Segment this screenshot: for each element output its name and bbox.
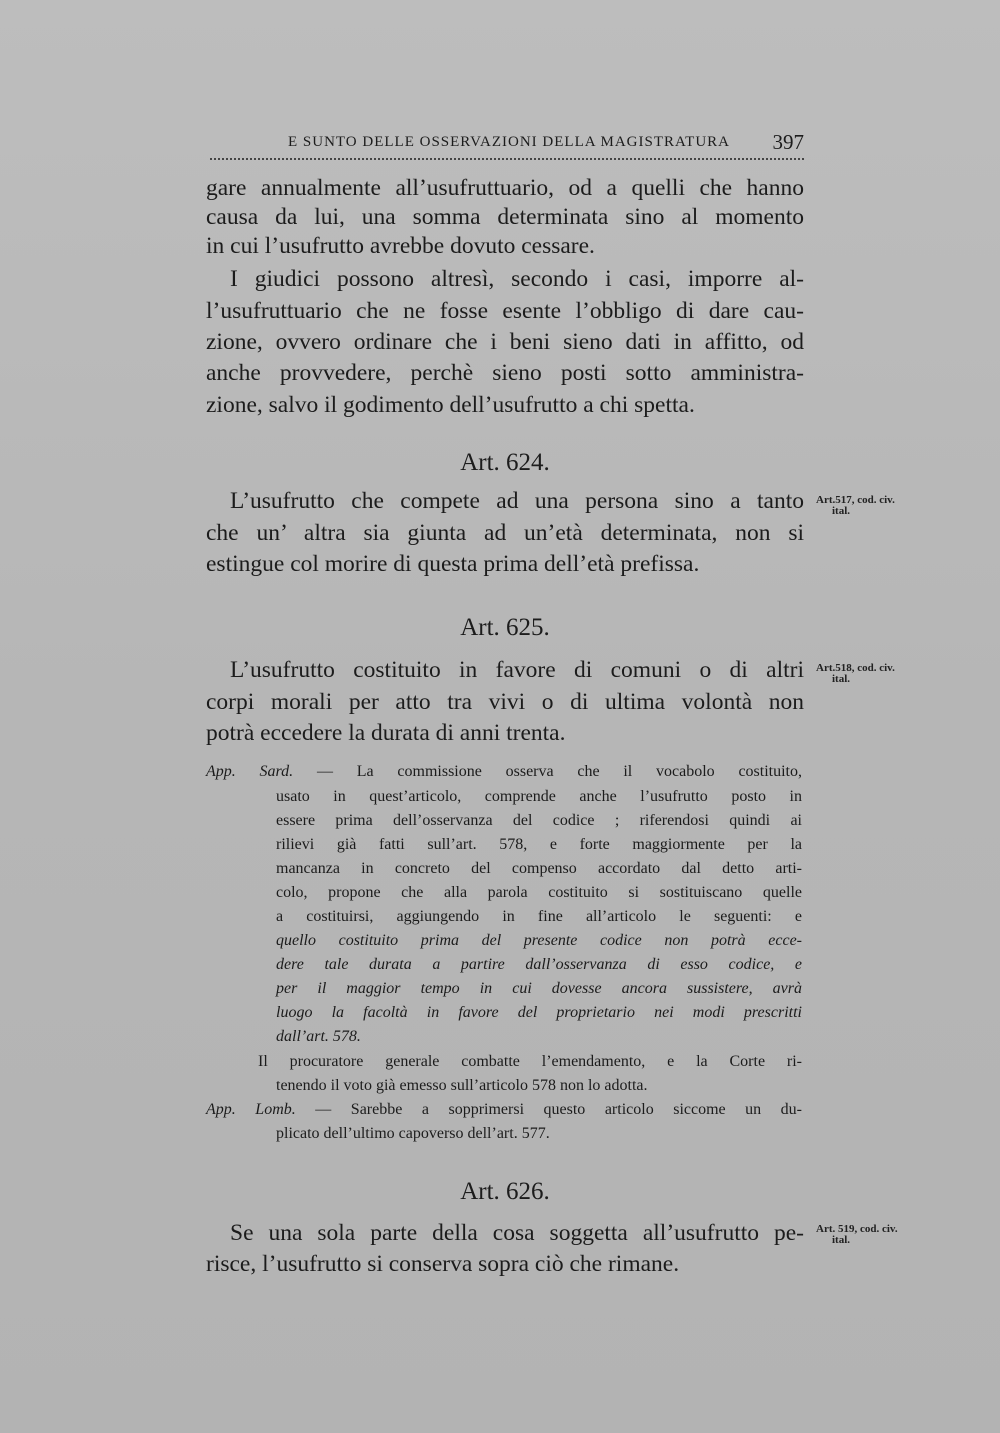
article-heading: Art. 624. <box>460 449 550 476</box>
text-line: causa da lui, una somma determinata sino al momento <box>206 204 804 230</box>
note-line: a costituirsi, aggiungendo in fine all’articolo le seguenti: e <box>276 908 802 925</box>
text-line: anche provvedere, perchè sieno posti sotto amministra- <box>206 360 804 386</box>
note-line: mancanza in concreto del compenso accordato dal detto arti- <box>276 860 802 877</box>
note-source-label: App. Lomb. <box>206 1101 296 1118</box>
note-line: essere prima dell’osservanza del codice ; riferendosi quindi ai <box>276 812 802 829</box>
margin-reference-line: Art.517, cod. civ. <box>816 494 895 506</box>
note-line: usato in quest’articolo, comprende anche l’usufrutto posto in <box>276 788 802 805</box>
text-line: zione, ovvero ordinare che i beni sieno dati in affitto, od <box>206 329 804 355</box>
note-line: quello costituito prima del presente codice non potrà ecce- <box>276 932 802 949</box>
text-line: risce, l’usufrutto si conserva sopra ciò che rimane. <box>206 1251 680 1277</box>
margin-reference <box>816 1224 936 1246</box>
note-line <box>206 1098 802 1122</box>
margin-reference <box>816 663 936 685</box>
note-line: plicato dell’ultimo capoverso dell’art. 577. <box>276 1125 550 1142</box>
note-line: Il procuratore generale combatte l’emendamento, e la Corte ri- <box>258 1053 802 1070</box>
margin-reference-line: ital. <box>832 673 851 685</box>
running-header <box>210 132 804 160</box>
running-title: E SUNTO DELLE OSSERVAZIONI DELLA MAGISTRATURA <box>288 134 730 150</box>
text-line: l’usufruttuario che ne fosse esente l’obbligo di dare cau- <box>206 298 804 324</box>
text-line: L’usufrutto costituito in favore di comuni o di altri <box>230 657 804 683</box>
note-line <box>206 760 802 784</box>
note-line: tenendo il voto già emesso sull’articolo 578 non lo adotta. <box>276 1077 648 1094</box>
margin-reference <box>816 495 936 517</box>
note-line: rilievi già fatti sull’art. 578, e forte maggiormente per la <box>276 836 802 853</box>
margin-reference-line: ital. <box>832 505 851 517</box>
page-number: 397 <box>772 130 804 154</box>
text-line: che un’ altra sia giunta ad un’età determinata, non si <box>206 520 804 546</box>
note-source-label: App. Sard. <box>206 763 294 780</box>
text-line: potrà eccedere la durata di anni trenta. <box>206 720 566 746</box>
text-line: zione, salvo il godimento dell’usufrutto a chi spetta. <box>206 392 695 418</box>
article-heading: Art. 626. <box>460 1178 550 1205</box>
text-line: in cui l’usufrutto avrebbe dovuto cessare. <box>206 233 595 259</box>
margin-reference-line: Art.518, cod. civ. <box>816 662 895 674</box>
note-line: per il maggior tempo in cui dovesse ancora sussistere, avrà <box>276 980 802 997</box>
text-line: I giudici possono altresì, secondo i casi, imporre al- <box>230 266 804 292</box>
note-line: dere tale durata a partire dall’osservanza di esso codice, e <box>276 956 802 973</box>
text-line: Se una sola parte della cosa soggetta all’usufrutto pe- <box>230 1220 804 1246</box>
margin-reference-line: Art. 519, cod. civ. <box>816 1223 898 1235</box>
text-line: corpi morali per atto tra vivi o di ultima volontà non <box>206 689 804 715</box>
note-line: colo, propone che alla parola costituito si sostituiscano quelle <box>276 884 802 901</box>
margin-reference-line: ital. <box>832 1234 851 1246</box>
note-line: dall’art. 578. <box>276 1028 361 1045</box>
text-line: L’usufrutto che compete ad una persona sino a tanto <box>230 488 804 514</box>
article-heading: Art. 625. <box>460 614 550 641</box>
text-line: gare annualmente all’usufruttuario, od a quelli che hanno <box>206 175 804 201</box>
note-line: luogo la facoltà in favore del proprietario nei modi prescritti <box>276 1004 802 1021</box>
text-line: estingue col morire di questa prima dell’età prefissa. <box>206 551 700 577</box>
note-text: — Sarebbe a sopprimersi questo articolo siccome un du- <box>315 1101 803 1118</box>
note-text: — La commissione osserva che il vocabolo costituito, <box>316 763 803 780</box>
